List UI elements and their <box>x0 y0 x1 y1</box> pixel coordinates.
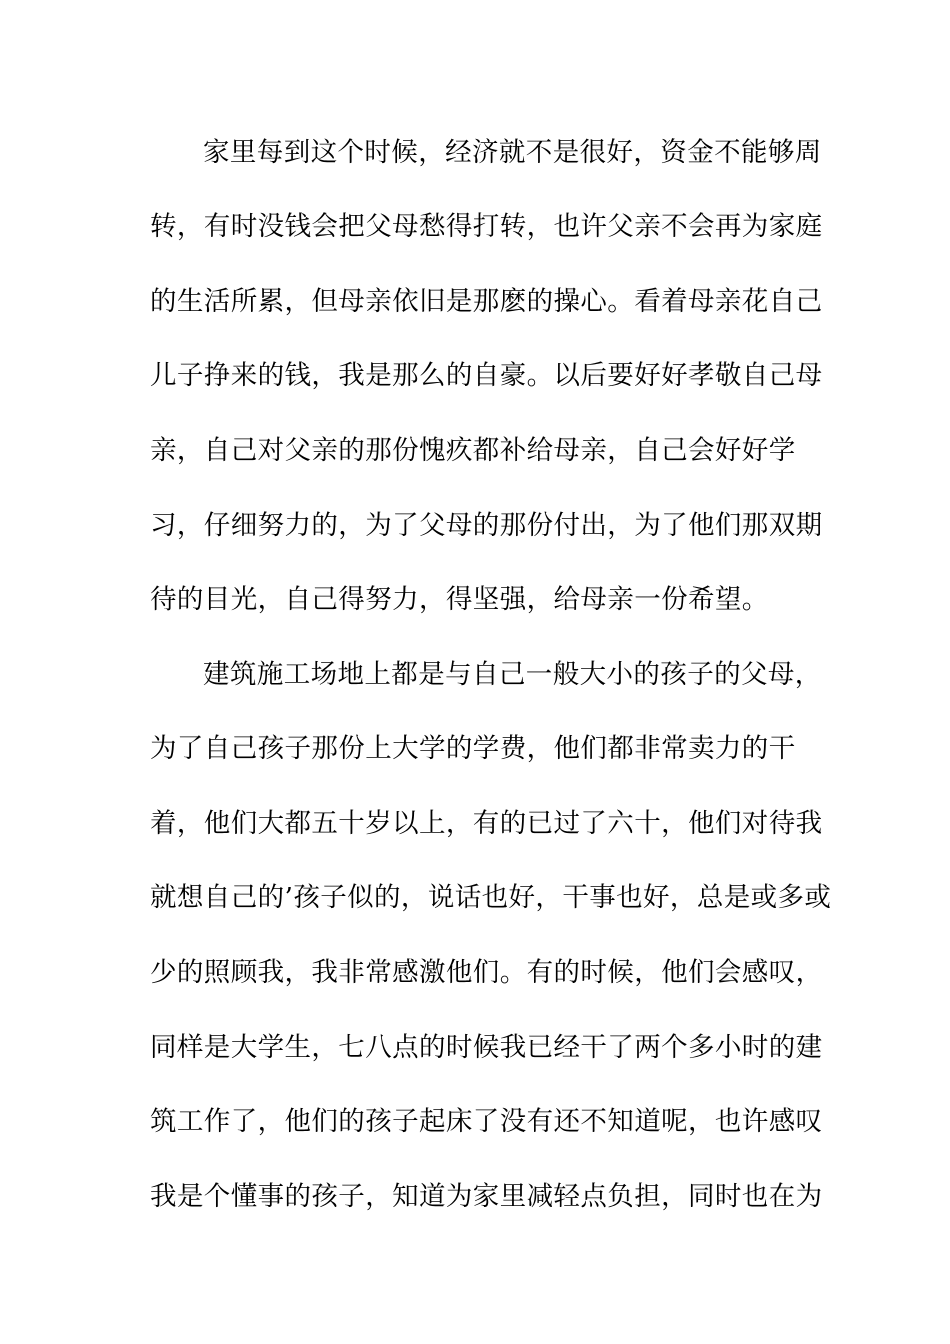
paragraph-2-line-1: 建筑施工场地上都是与自己一般大小的孩子的父母， <box>203 659 822 690</box>
paragraph-2-line-2: 为了自己孩子那份上大学的学费，他们都非常卖力的干 <box>150 733 796 764</box>
paragraph-2-line-7: 筑工作了，他们的孩子起床了没有还不知道呢，也许感叹 <box>150 1106 823 1137</box>
paragraph-1-line-5: 亲，自己对父亲的那份愧疚都补给母亲，自己会好好学 <box>150 435 796 466</box>
paragraph-1-line-3: 的生活所累，但母亲依旧是那麽的操心。看着母亲花自己 <box>150 286 823 317</box>
paragraph-2-line-8: 我是个懂事的孩子，知道为家里减轻点负担，同时也在为 <box>150 1181 823 1212</box>
paragraph-2-line-4: 就想自己的’孩子似的，说话也好，干事也好，总是或多或 <box>150 882 832 913</box>
paragraph-2-line-5: 少的照顾我，我非常感激他们。有的时候，他们会感叹， <box>150 957 823 988</box>
paragraph-1-line-7: 待的目光，自己得努力，得坚强，给母亲一份希望。 <box>150 584 769 615</box>
paragraph-1-line-1: 家里每到这个时候，经济就不是很好，资金不能够周 <box>203 137 822 168</box>
paragraph-1-line-6: 习，仔细努力的，为了父母的那份付出，为了他们那双期 <box>150 510 823 541</box>
paragraph-1-line-4: 儿子挣来的钱，我是那么的自豪。以后要好好孝敬自己母 <box>150 360 823 391</box>
paragraph-2-line-6: 同样是大学生，七八点的时候我已经干了两个多小时的建 <box>150 1032 823 1063</box>
paragraph-2-line-3: 着，他们大都五十岁以上，有的已过了六十，他们对待我 <box>150 808 823 839</box>
paragraph-1-line-2: 转，有时没钱会把父母愁得打转，也许父亲不会再为家庭 <box>150 211 823 242</box>
